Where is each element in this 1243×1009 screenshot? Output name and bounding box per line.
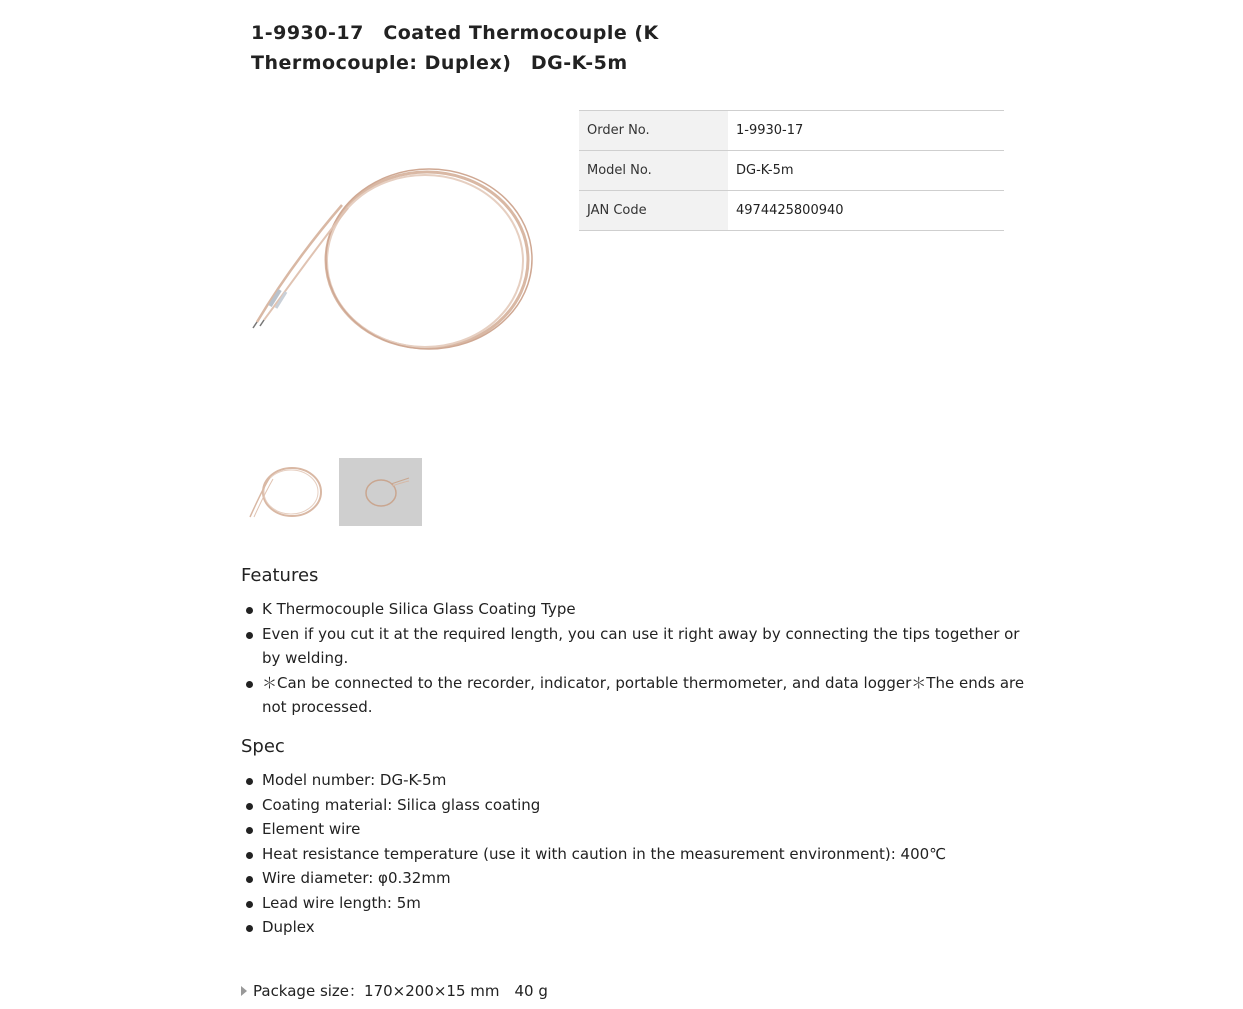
list-item (241, 915, 1041, 940)
list-item (241, 866, 1041, 891)
list-item (241, 671, 1041, 720)
thumbnail-coil-icon (244, 462, 324, 522)
model-no-label: Model No. (579, 151, 728, 191)
spec-text: Element wire (262, 820, 361, 838)
bullet-icon (246, 632, 253, 639)
product-spec-table (579, 110, 1004, 231)
page-title: 1-9930-17 Coated Thermocouple (K Thermocouple: Duplex) DG-K-5m (251, 22, 659, 74)
jan-code-value: 4974425800940 (736, 203, 844, 218)
table-row (579, 191, 1004, 231)
order-no-value: 1-9930-17 (736, 123, 804, 138)
spec-text: Model number: DG-K-5m (262, 771, 447, 789)
thermocouple-coil-image (242, 110, 542, 410)
list-item (241, 622, 1041, 671)
list-item (241, 793, 1041, 818)
package-size-text: Package size：170×200×15 mm 40 g (253, 982, 548, 1000)
triangle-right-icon (241, 986, 247, 996)
spec-heading: Spec (241, 736, 285, 757)
table-row (579, 111, 1004, 151)
list-item (241, 768, 1041, 793)
bullet-icon (246, 876, 253, 883)
spec-list (241, 768, 1041, 940)
feature-text: Even if you cut it at the required length, you can use it right away by connecting the tips together or by welding. (262, 624, 1020, 667)
spec-text: Wire diameter: φ0.32mm (262, 869, 451, 887)
list-item (241, 891, 1041, 916)
thumbnail-gallery (242, 458, 422, 526)
thumbnail-1[interactable] (242, 458, 325, 526)
bullet-icon (246, 607, 253, 614)
spec-text: Lead wire length: 5m (262, 893, 421, 912)
model-no-value: DG-K-5m (736, 163, 794, 178)
table-row (579, 151, 1004, 191)
thumbnail-2[interactable] (339, 458, 422, 526)
bullet-icon (246, 778, 253, 785)
bullet-icon (246, 852, 253, 859)
features-heading: Features (241, 565, 319, 586)
package-size (241, 980, 548, 1001)
feature-text: K Thermocouple Silica Glass Coating Type (262, 600, 576, 618)
spec-text: Duplex (262, 918, 315, 936)
bullet-icon (246, 901, 253, 908)
jan-code-label: JAN Code (579, 191, 728, 231)
features-list (241, 597, 1041, 720)
bullet-icon (246, 827, 253, 834)
list-item (241, 842, 1041, 867)
list-item (241, 597, 1041, 622)
order-no-label: Order No. (579, 111, 728, 151)
thumbnail-coil-small-icon (351, 472, 411, 512)
spec-text: Heat resistance temperature (use it with caution in the measurement environment): 400℃ (262, 844, 947, 863)
product-main-image (242, 110, 542, 410)
bullet-icon (246, 681, 253, 688)
list-item (241, 817, 1041, 842)
spec-text: Coating material: Silica glass coating (262, 795, 541, 814)
bullet-icon (246, 925, 253, 932)
bullet-icon (246, 803, 253, 810)
feature-text: ＊Can be connected to the recorder, indicator, portable thermometer, and data logger＊The ends are not processed. (262, 673, 1025, 716)
